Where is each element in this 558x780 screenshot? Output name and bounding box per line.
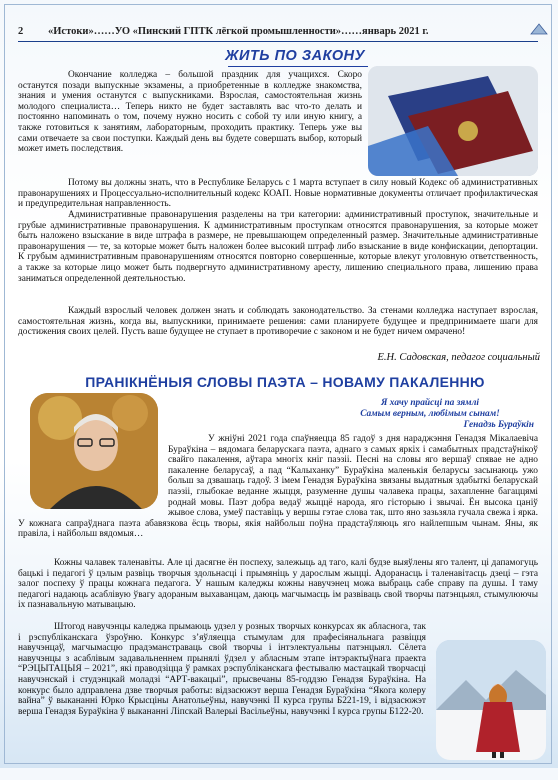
page-header bbox=[18, 24, 538, 38]
code-books-photo bbox=[368, 66, 538, 176]
quote-author: Генадзь Бураўкін bbox=[463, 419, 534, 430]
law-paragraph-2: Потому вы должны знать, что в Республике Беларусь с 1 марта вступает в силу новый Кодекс об административных правонарушениях и Процессуально-исполнительный кодекс КОАП. Новые нормативные документы отличает профилактическая и предупредительная направленность. bbox=[18, 178, 538, 210]
law-paragraph-1: Окончание колледжа – большой праздник для учащихся. Скоро останутся позади выпускные экзамены, а приобретенные в колледже знакомства, знания и умения останутся с выпускниками. Взрослая, самостоятельная жизнь молодого специалиста… Теперь никто не будет заставлять вас что-то делать и постоянно напоминать о том, почему нужно носить с собой ту или иную книгу, а также готовиться к занятиям, лабораторным, проходить практику. Теперь уже вы сами отвечаете за свои поступки. Каждый день вы будете совершать выбор, который может иметь последствия. bbox=[18, 70, 362, 155]
header-text: «Истоки»……УО «Пинский ГПТК лёгкой промышленности»……январь 2021 г. bbox=[48, 25, 429, 37]
winter-recital-photo bbox=[436, 640, 546, 760]
page-number: 2 bbox=[18, 25, 24, 37]
poet-paragraph-1: У жніўні 2021 года спаўняецца 85 гадоў з дня нараджэння Генадзя Мікалаевіча Бураўкіна – вядомага беларускага паэта, аднаго з самых яркіх і самабытных прадстаўнікоў свайго пакалення, аўтара многіх кніг паэзіі. Песні на словы яго вершаў спявае не адно пакаленне беларусаў, а пад “Калыханку” Бураўкіна маленькія беларусы засынаюць ужо больш за дзвашаць гадоў. З імем Генадзя Бураўкіна звязаны выдатныя здабыткі беларускай паэзіі, глыбокае веданне жыцця, разуменне душы чалавека працы, захапленне багаццямі роднай мовы. Паэт добра ведаў жыццё народа, яго гісторыю і звычаі. Ён высока цаніў жывое слова, умеў паставіць у вершы гэтае слова так, што яно зазьзяла гучала свежа і ярка. У кожнага сапраўднага паэта абавязкова ёсць творы, якія найбольш поўна прадстаўляюць яго найлепшым чынам. Яны, як правіла, і найбольш вядомыя… bbox=[18, 434, 538, 540]
quote-line-1: Я хачу прайсці па зямлі bbox=[380, 398, 480, 408]
law-signature: Е.Н. Садовская, педагог социальный bbox=[377, 352, 540, 363]
newspaper-logo-icon bbox=[530, 22, 548, 36]
section-title-underline bbox=[228, 66, 368, 67]
law-paragraph-3: Административные правонарушения разделены на три категории: административный проступок, значительные и грубые административные правонарушения. К административным проступкам относятся правонарушения, за которые может быть наложено взыскание в виде штрафа в размере, не превышающем определенный размер. Значительные административные правонарушения — те, за которые может быть наложен более высокий штраф либо взыскание в виде конфискации, депортации. К грубым административным правонарушениям относятся повторно совершенные, которые влекут уголовную ответственность, а также за которые лицо может быть подвергнуто административному аресту, лишению специального права, лишению права заниматься определенной деятельностью. bbox=[18, 210, 538, 284]
header-divider bbox=[18, 41, 538, 42]
poem-quote bbox=[320, 398, 540, 430]
section-title-poet: ПРАНІКНЁНЫЯ СЛОВЫ ПАЭТА – НОВАМУ ПАКАЛЕННЮ bbox=[85, 374, 485, 390]
poet-paragraph-3: Штогод навучэнцы каледжа прымаюць удзел у розных творчых конкурсах як абласнога, так і рэспубліканскага ўзроўню. Конкурс з’яўляецца стымулам для прафесіянальнага развіцця навучэнцаў, магчымасцю прадэманстраваць свой творчы і інтэлектуальны патэнцыял. Сёлета навучэнцы з асаблівым задавальненнем прынялі ўдзел у абласным этапе інтэрактыўнага праекта “РЭЦЫТАЦЫЯ – 2021”, які праводзіцца ў рамках рэспубліканскага фестывалю мастацкай творчасці навучэнскай і студэнцкай моладзі “АРТ-вакацыі”, прысвечаны 85-годдзю Генадзя Бураўкіна. На конкурс было адправлена дзве творчыя работы: відзасюжэт верша Генадзя Бураўкіна “Якога колеру вайна” ў выкананні Юркo Крысціны Анатольеўны, навучэнкі ІІ курса групы Б221-19, і відзасюжэт верша Генадзя Бураўкіна ў выкананні Лiпскай Валерыі Васільеўны, навучэнкі І курса групы Б122-20. bbox=[18, 622, 426, 717]
poet-paragraph-1-wrap bbox=[18, 434, 538, 540]
photo-float-spacer bbox=[18, 434, 168, 512]
quote-line-2: Самым верным, любімым сынам! bbox=[360, 408, 500, 419]
poet-paragraph-2: Кожны чалавек таленавіты. Але ці дасягне ён поспеху, залежыць ад таго, калі будзе выяўлены яго талент, ці дапамогуць бацькі і педагогі ў цэлым развіць творчыя здольнасці і прымяніць у дарослым жыцці. Адоранасць і таленавітасць дзецi – гэта залог поспеху ў працы кожнага педагога. У нашым каледжы кожны навучэнец можа выбраць сабе справу па душы. І таму педагогі надаюць асаблівую ўвагу адораным выхаванцам, даюць магчымасць ім развіваць свой творчы патэнцыял, стымулюючы іх пазнавальную матывацыю. bbox=[18, 558, 538, 611]
law-paragraph-4: Каждый взрослый человек должен знать и соблюдать законодательство. За стенами колледжа наступает взрослая, самостоятельная жизнь, когда вы, выпускники, принимаете решения: сами планируете будущее и предпринимаете шаги для достижения своих целей. Пусть ваше будущее не ступает в противоречие с законом и не будет ничем омрачено! bbox=[18, 306, 538, 338]
section-title-law: ЖИТЬ ПО ЗАКОНУ bbox=[225, 48, 365, 64]
